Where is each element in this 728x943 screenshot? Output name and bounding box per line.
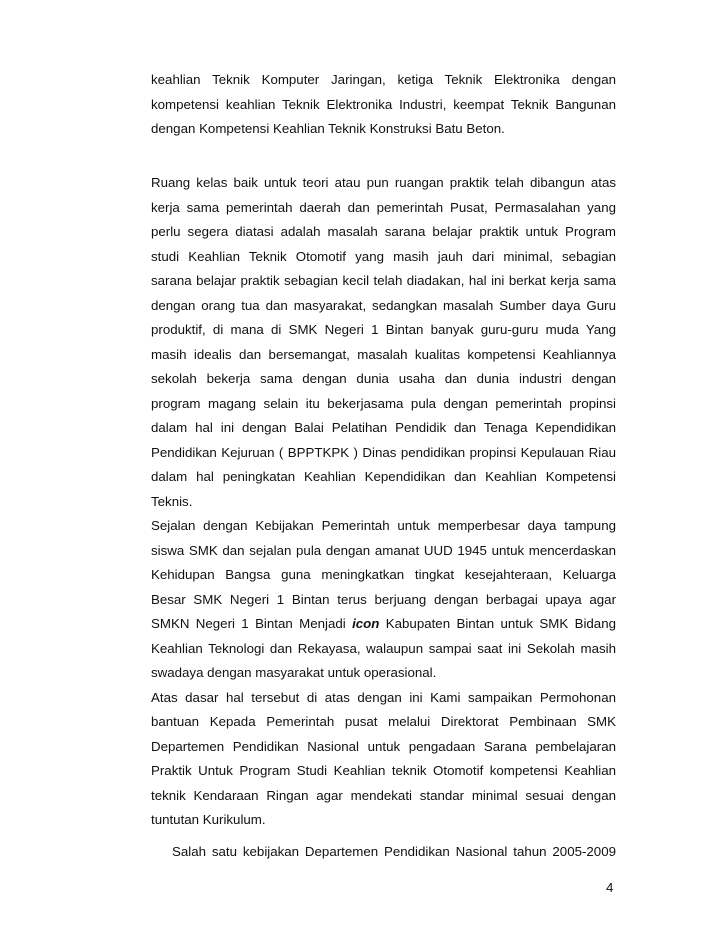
text-line: siswa SMK dan sejalan pula dengan amanat UUD 1945 untuk mencerdaskan [151, 542, 616, 558]
text-segment: SMKN Negeri 1 Bintan Menjadi [151, 616, 353, 631]
emphasized-word: icon [352, 616, 380, 631]
page-number: 4 [606, 880, 614, 895]
text-line: dalam hal peningkatan Keahlian Kependidikan dan Keahlian Kompetensi [151, 469, 616, 484]
text-line: Ruang kelas baik untuk teori atau pun ruangan praktik telah dibangun atas [151, 175, 616, 190]
text-line: Kehidupan Bangsa guna meningkatkan tingkat kesejahteraan, Keluarga [151, 567, 616, 582]
text-line: Salah satu kebijakan Departemen Pendidikan Nasional tahun 2005-2009 [172, 844, 616, 859]
text-line: kerja sama pemerintah daerah dan pemerintah Pusat, Permasalahan yang [151, 199, 616, 215]
text-line-with-emphasis [151, 612, 616, 637]
text-line: Besar SMK Negeri 1 Bintan terus berjuang dengan berbagai upaya agar [151, 591, 616, 607]
text-line: sekolah bekerja sama dengan dunia usaha dan dunia industri dengan [151, 371, 616, 386]
text-line: dengan orang tua dan masyarakat, sedangkan masalah Sumber daya Guru [151, 297, 616, 313]
text-line: studi Keahlian Teknik Otomotif yang masih jauh dari minimal, sebagian [151, 248, 616, 264]
text-line: perlu segera diatasi adalah masalah sarana belajar praktik untuk Program [151, 224, 616, 239]
text-line: program magang selain itu bekerjasama pula dengan pemerintah propinsi [151, 395, 616, 411]
text-line: sarana belajar praktik sebagian kecil telah diadakan, hal ini berkat kerja sama [151, 273, 616, 288]
paragraph-1 [151, 68, 616, 142]
paragraph-3 [151, 514, 616, 833]
text-line: swadaya dengan masyarakat untuk operasional. [151, 665, 437, 680]
paragraph-2 [151, 171, 616, 514]
text-line: Pendidikan Kejuruan ( BPPTKPK ) Dinas pendidikan propinsi Kepulauan Riau [151, 444, 616, 460]
text-line: Departemen Pendidikan Nasional untuk pengadaan Sarana pembelajaran [151, 738, 616, 754]
text-line: Keahlian Teknologi dan Rekayasa, walaupun sampai saat ini Sekolah masih [151, 640, 616, 656]
text-line: kompetensi keahlian Teknik Elektronika Industri, keempat Teknik Bangunan [151, 96, 616, 112]
text-line: bantuan Kepada Pemerintah pusat melalui Direktorat Pembinaan SMK [151, 714, 616, 729]
text-segment: Kabupaten Bintan untuk SMK Bidang [379, 616, 616, 631]
text-line: masih idealis dan bersemangat, masalah kualitas kompetensi Keahliannya [151, 346, 616, 362]
text-line: teknik Kendaraan Ringan agar mendekati standar minimal sesuai dengan [151, 787, 616, 803]
text-line: keahlian Teknik Komputer Jaringan, ketiga Teknik Elektronika dengan [151, 72, 616, 87]
text-line: Teknis. [151, 493, 193, 509]
paragraph-4 [172, 840, 616, 865]
text-line: tuntutan Kurikulum. [151, 812, 266, 827]
text-line: produktif, di mana di SMK Negeri 1 Bintan banyak guru-guru muda Yang [151, 322, 616, 337]
text-line: Sejalan dengan Kebijakan Pemerintah untuk memperbesar daya tampung [151, 518, 616, 533]
text-line: Praktik Untuk Program Studi Keahlian teknik Otomotif kompetensi Keahlian [151, 763, 616, 778]
text-line: dengan Kompetensi Keahlian Teknik Konstruksi Batu Beton. [151, 121, 505, 136]
text-line: Atas dasar hal tersebut di atas dengan ini Kami sampaikan Permohonan [151, 689, 616, 705]
text-line: dalam hal ini dengan Balai Pelatihan Pendidik dan Tenaga Kependidikan [151, 420, 616, 435]
